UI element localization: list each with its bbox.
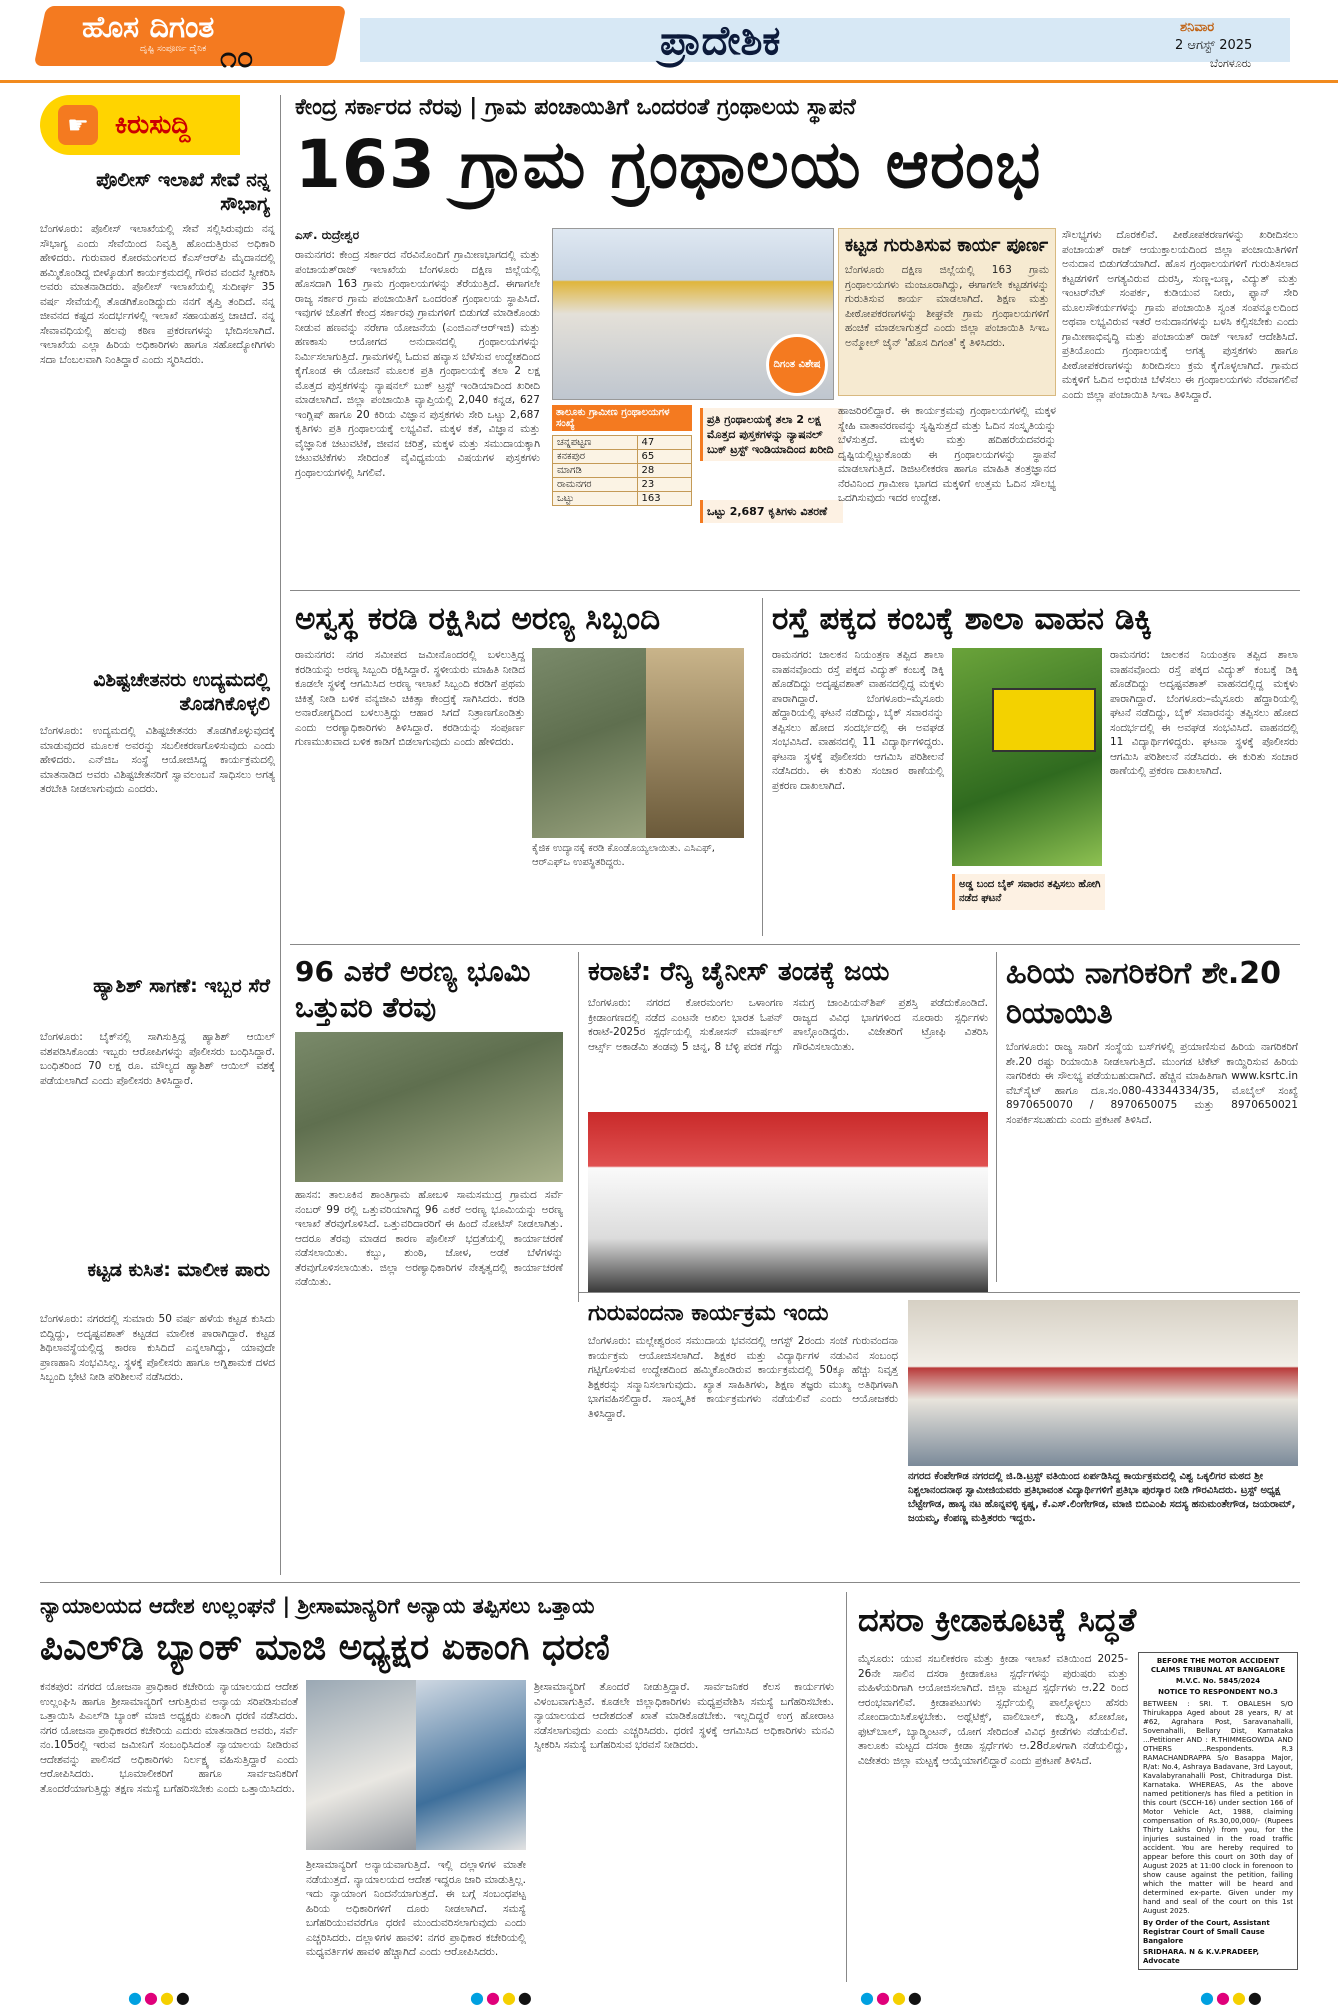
bus-body: ರಾಮನಗರ: ಚಾಲಕನ ನಿಯಂತ್ರಣ ತಪ್ಪಿದ ಶಾಲಾ ವಾಹನವೊಂದು ರಸ್ತೆ ಪಕ್ಕದ ವಿದ್ಯುತ್ ಕಂಬಕ್ಕೆ ಡಿಕ್ಕಿ ಹೊಡೆದಿದ್ದು ಅದೃಷ್ಟವಶಾತ್ ವಾಹನದಲ್ಲಿದ್ದ ಮಕ್ಕಳು ಪಾರಾಗಿದ್ದಾರೆ. ಬೆಂಗಳೂರು–ಮೈಸೂರು ಹೆದ್ದಾರಿಯಲ್ಲಿ ಘಟನೆ ನಡೆದಿದ್ದು, ಬೈಕ್ ಸವಾರನನ್ನು ತಪ್ಪಿಸಲು ಹೋದ ಸಂದರ್ಭದಲ್ಲಿ ಈ ಅವಘಡ ಸಂಭವಿಸಿದೆ. ವಾಹನದಲ್ಲಿ 11 ವಿದ್ಯಾರ್ಥಿಗಳಿದ್ದರು. ಘಟನಾ ಸ್ಥಳಕ್ಕೆ ಪೊಲೀಸರು ಆಗಮಿಸಿ ಪರಿಶೀಲನೆ ನಡೆಸಿದರು. ಈ ಕುರಿತು ಸಂಚಾರ ಠಾಣೆಯಲ್ಲಿ ಪ್ರಕರಣ ದಾಖಲಾಗಿದೆ. [772,649,944,792]
registration-marks: ●●●● [860,1988,924,2007]
header-date: 2 ಆಗಸ್ಟ್ 2025 [1175,38,1253,53]
side-box [838,228,1056,396]
forest-headline: 96 ಎಕರೆ ಅರಣ್ಯ ಭೂಮಿ ಒತ್ತುವರಿ ತೆರವು [295,955,531,1024]
bear-caption: ಕೈಜಿಕ ಉದ್ಯಾನಕ್ಕೆ ಕರಡಿ ಕೊಂಡೊಯ್ಯಲಾಯಿತು. ಎಸಿಎಫ್, ಆರ್‌ಎಫ್‌ಒ ಉಪಸ್ಥಿತರಿದ್ದರು. [532,843,715,868]
table-cell: ರಾಮನಗರ [553,478,638,492]
table-cell: ಕನಕಪುರ [553,450,638,464]
table-cell: ಒಟ್ಟು [553,492,638,506]
pld-headline: ಪಿಎಲ್‌ಡಿ ಬ್ಯಾಂಕ್ ಮಾಜಿ ಅಧ್ಯಕ್ಷರ ಏಕಾಂಗಿ ಧರಣಿ [40,1627,610,1668]
table-row [553,492,692,506]
dasara-body: ಮೈಸೂರು: ಯುವ ಸಬಲೀಕರಣ ಮತ್ತು ಕ್ರೀಡಾ ಇಲಾಖೆ ವತಿಯಿಂದ 2025-26ನೇ ಸಾಲಿನ ದಸರಾ ಕ್ರೀಡಾಕೂಟ ಸ್ಪರ್ಧೆಗಳನ್ನು ಪುರುಷರು ಮತ್ತು ಮಹಿಳೆಯರಿಗಾಗಿ ಆಯೋಜಿಸಲಾಗಿದೆ. ಜಿಲ್ಲಾ ಮಟ್ಟದ ಸ್ಪರ್ಧೆಗಳು ಆ.22 ರಿಂದ ಆರಂಭವಾಗಲಿವೆ. ಕ್ರೀಡಾಪಟುಗಳು ಸ್ಪರ್ಧೆಯಲ್ಲಿ ಪಾಲ್ಗೊಳ್ಳಲು ಹೆಸರು ನೋಂದಾಯಿಸಿಕೊಳ್ಳಬೇಕು. ಅಥ್ಲೆಟಿಕ್ಸ್, ವಾಲಿಬಾಲ್, ಕಬಡ್ಡಿ, ಖೋಖೋ, ಫುಟ್‌ಬಾಲ್, ಬ್ಯಾಡ್ಮಿಂಟನ್, ಯೋಗ ಸೇರಿದಂತೆ ವಿವಿಧ ಕ್ರೀಡೆಗಳು ನಡೆಯಲಿವೆ. ತಾಲೂಕು ಮಟ್ಟದ ದಸರಾ ಕ್ರೀಡಾ ಸ್ಪರ್ಧೆಗಳು ಆ.28ರೊಳಗಾಗಿ ನಡೆಯಲಿದ್ದು, ವಿಜೇತರು ಜಿಲ್ಲಾ ಮಟ್ಟಕ್ಕೆ ಆಯ್ಕೆಯಾಗಲಿದ್ದಾರೆ ಎಂದು ಪ್ರಕಟಣೆ ತಿಳಿಸಿದೆ. [858,1653,1128,1767]
pld-body-3: ಶ್ರೀಸಾಮಾನ್ಯರಿಗೆ ತೊಂದರೆ ನೀಡುತ್ತಿದ್ದಾರೆ. ಸಾರ್ವಜನಿಕರ ಕೆಲಸ ಕಾರ್ಯಗಳು ವಿಳಂಬವಾಗುತ್ತಿವೆ. ಕೂಡಲೇ ಜಿಲ್ಲಾಧಿಕಾರಿಗಳು ಮಧ್ಯಪ್ರವೇಶಿಸಿ ಸಮಸ್ಯೆ ಬಗೆಹರಿಸಬೇಕು. ನ್ಯಾಯಾಲಯದ ಆದೇಶದಂತೆ ಖಾತೆ ಮಾಡಿಕೊಡಬೇಕು. ಇಲ್ಲದಿದ್ದರೆ ಉಗ್ರ ಹೋರಾಟ ನಡೆಸಲಾಗುವುದು ಎಂದು ಎಚ್ಚರಿಸಿದರು. ಧರಣಿ ಸ್ಥಳಕ್ಕೆ ಆಗಮಿಸಿದ ಅಧಿಕಾರಿಗಳು ಮನವಿ ಸ್ವೀಕರಿಸಿ ಸಮಸ್ಯೆ ಬಗೆಹರಿಸುವ ಭರವಸೆ ನೀಡಿದರು. [534,1681,834,1751]
table-cell: 28 [637,464,691,478]
guru-caption: ನಗರದ ಕೆಂಪೇಗೌಡ ನಗರದಲ್ಲಿ ಜಿ.ಡಿ.ಟ್ರಸ್ಟ್ ವತಿಯಿಂದ ಏರ್ಪಡಿಸಿದ್ದ ಕಾರ್ಯಕ್ರಮದಲ್ಲಿ ವಿಶ್ವ ಒಕ್ಕಲಿಗರ ಮಠದ ಶ್ರೀ ನಿಶ್ಚಲಾನಂದನಾಥ ಸ್ವಾಮೀಜಿಯವರು ಪ್ರತಿಭಾವಂತ ವಿದ್ಯಾರ್ಥಿಗಳಿಗೆ ಪ್ರತಿಭಾ ಪುರಸ್ಕಾರ ನೀಡಿ ಗೌರವಿಸಿದರು. ಟ್ರಸ್ಟ್ ಅಧ್ಯಕ್ಷ ಬೆಟ್ಟೇಗೌಡ, ಹಾಸ್ಯ ನಟ ಹೊನ್ನವಳ್ಳಿ ಕೃಷ್ಣ, ಕೆ.ಎಸ್.ಲಿಂಗೇಗೌಡ, ಮಾಜಿ ಬಿಬಿಎಂಪಿ ಸದಸ್ಯ ಹನುಮಂತೇಗೌಡ, ಜಯರಾಮ್, ಜಯಮ್ಮ, ಕೆಂಪಣ್ಣ ಮತ್ತಿತರರು ಇದ್ದರು. [908,1471,1296,1524]
sidebar-body-2: ಬೆಂಗಳೂರು: ಉದ್ಯಮದಲ್ಲಿ ವಿಶಿಷ್ಟಚೇತನರು ತೊಡಗಿಕೊಳ್ಳುವುದಕ್ಕೆ ಮಾಡುವುದರ ಮೂಲಕ ಅವರನ್ನು ಸಬಲೀಕರಣಗೊಳಿಸುವುದು ಎಂದು ಹೇಳಿದರು. ಎನ್‌ಜಿಒ ಸಂಸ್ಥೆ ಆಯೋಜಿಸಿದ್ದ ಕಾರ್ಯಕ್ರಮದಲ್ಲಿ ಮಾತನಾಡಿದ ಅವರು ವಿಶಿಷ್ಟಚೇತನರಿಗೆ ಸ್ವಾವಲಂಬನೆ ಸಾಧಿಸಲು ಅಗತ್ಯ ತರಬೇತಿ ನೀಡಲಾಗುವುದು ಎಂದರು. [40,725,275,795]
legal-body: BETWEEN : SRI. T. OBALESH S/O Thirukappa Aged about 28 years, R/ at #62, Agrahara Post, Saravanahalli, Sovenahalli, Bellary Dist, Karnataka ...Petitioner AND : R.THIMMEGOWDA AND OTHERS ...Respondents. R.3 RAMACHANDRAPPA S/o Basappa Major, R/at: No.4, Ashraya Badavane, 3rd Layout, Kavalabyranahalli Post, Chitradurga Dist. Karnataka. WHEREAS, As the above named petitioner/s has filed a petition in this court (SCCH-16) under section 166 of Motor Vehicle Act, 1988, claiming compensation of Rs.30,00,000/- (Rupees Thirty Lakhs Only) from you, for the injuries sustained in the road traffic accident. You are hereby required to appear before this court on 30th day of August 2025 at 11:00 clock in forenoon to show cause against the petition, failing which the matter will be heard and determined ex-parte. Given under my hand and seal of the court on this 1st August 2025. [1143,1700,1293,1915]
sidebar-headline-3: ಹ್ಯಾಶಿಶ್ ಸಾಗಣೆ: ಇಬ್ಬರ ಸೆರೆ [93,975,270,997]
stats-table [552,435,692,506]
section-title: ಪ್ರಾದೇಶಿಕ [660,18,781,64]
sidebar-body-3: ಬೆಂಗಳೂರು: ಬೈಕ್‌ನಲ್ಲಿ ಸಾಗಿಸುತ್ತಿದ್ದ ಹ್ಯಾಶಿಶ್ ಆಯಿಲ್ ವಶಪಡಿಸಿಕೊಂಡು ಇಬ್ಬರು ಆರೋಪಿಗಳನ್ನು ಪೊಲೀಸರು ಬಂಧಿಸಿದ್ದಾರೆ. ಬಂಧಿತರಿಂದ 70 ಲಕ್ಷ ರೂ. ಮೌಲ್ಯದ ಹ್ಯಾಶಿಶ್ ಆಯಿಲ್ ವಶಕ್ಕೆ ಪಡೆಯಲಾಗಿದೆ ಎಂದು ಪೊಲೀಸರು ತಿಳಿಸಿದ್ದಾರೆ. [40,1031,275,1087]
guru-headline: ಗುರುವಂದನಾ ಕಾರ್ಯಕ್ರಮ ಇಂದು [588,1301,829,1326]
registration-marks: ●●●● [1200,1988,1264,2007]
sidebar-headline-4: ಕಟ್ಟಡ ಕುಸಿತ: ಮಾಲೀಕ ಪಾರು [87,1259,270,1281]
divider [290,590,1300,591]
divider [578,1292,1300,1293]
bus-photo [952,648,1102,866]
special-badge: ದಿಗಂತ ವಿಶೇಷ [766,334,828,396]
sidebar-headline-2: ವಿಶಿಷ್ಟಚೇತನರು ಉದ್ಯಮದಲ್ಲಿ ತೊಡಗಿಕೊಳ್ಳಲಿ [93,669,270,715]
table-cell: 23 [637,478,691,492]
guru-photo [908,1300,1298,1466]
bus-callout: ಅಡ್ಡ ಬಂದ ಬೈಕ್ ಸವಾರನ ತಪ್ಪಿಸಲು ಹೋಗಿ ನಡೆದ ಘಟನೆ [952,874,1105,910]
karate-headline: ಕರಾಟೆ: ರೆನ್ಶಿ ಚೈನೀಸ್ ತಂಡಕ್ಕೆ ಜಯ [588,957,890,987]
box-title: ಕಟ್ಟಡ ಗುರುತಿಸುವ ಕಾರ್ಯ ಪೂರ್ಣ [845,235,1049,256]
sidebar-body-1: ಬೆಂಗಳೂರು: ಪೊಲೀಸ್ ಇಲಾಖೆಯಲ್ಲಿ ಸೇವೆ ಸಲ್ಲಿಸಿರುವುದು ನನ್ನ ಸೌಭಾಗ್ಯ ಎಂದು ಸೇವೆಯಿಂದ ನಿವೃತ್ತಿ ಹೊಂದುತ್ತಿರುವ ಅಧಿಕಾರಿ ಹೇಳಿದರು. ಗುರುವಾರ ಕೋರಮಂಗಲದ ಕೆಎಸ್‌ಆರ್‌ಪಿ ಮೈದಾನದಲ್ಲಿ ಹಮ್ಮಿಕೊಂಡಿದ್ದ ಬೀಳ್ಕೊಡುಗೆ ಕಾರ್ಯಕ್ರಮದಲ್ಲಿ ಗೌರವ ವಂದನೆ ಸ್ವೀಕರಿಸಿ ಅವರು ಮಾತನಾಡಿದರು. ಪೊಲೀಸ್ ಇಲಾಖೆಯಲ್ಲಿ ಸುದೀರ್ಘ 35 ವರ್ಷ ಸೇವೆಯಲ್ಲಿ ತೊಡಗಿಕೊಂಡಿದ್ದುದು ನನಗೆ ತೃಪ್ತಿ ತಂದಿದೆ. ನನ್ನ ಜೀವನದ ಕಷ್ಟದ ಸಂದರ್ಭಗಳಲ್ಲಿ ಇಲಾಖೆ ಸಹಾಯಹಸ್ತ ಚಾಚಿದೆ. ನನ್ನ ಸೇವಾವಧಿಯಲ್ಲಿ ಹಲವು ಕಠಿಣ ಪ್ರಕರಣಗಳನ್ನು ಭೇದಿಸಲಾಗಿದೆ. ಇಲಾಖೆಯ ಎಲ್ಲಾ ಹಿರಿಯ ಅಧಿಕಾರಿಗಳು ಹಾಗೂ ಸಹೋದ್ಯೋಗಿಗಳು ಸದಾ ಬೆಂಬಲವಾಗಿ ನಿಂತಿದ್ದಾರೆ ಎಂದು ಸ್ಮರಿಸಿದರು. [40,223,275,366]
section-strip [360,18,1290,62]
table-row [553,464,692,478]
lead-body-4 [552,548,797,578]
box-body: ಬೆಂಗಳೂರು ದಕ್ಷಿಣ ಜಿಲ್ಲೆಯಲ್ಲಿ 163 ಗ್ರಾಮ ಗ್ರಂಥಾಲಯಗಳು ಮಂಜೂರಾಗಿದ್ದು, ಈಗಾಗಲೇ ಕಟ್ಟಡಗಳನ್ನು ಗುರುತಿಸುವ ಕಾರ್ಯ ಮಾಡಲಾಗಿದೆ. ಶಿಕ್ಷಣ ಮತ್ತು ಪೀಠೋಪಕರಣಗಳನ್ನು ಶೀಘ್ರವೇ ಗ್ರಾಮ ಗ್ರಂಥಾಲಯಗಳಿಗೆ ಹಂಚಿಕೆ ಮಾಡಲಾಗುತ್ತದೆ ಎಂದು ಜಿಲ್ಲಾ ಪಂಚಾಯಿತಿ ಸಿಇಒ ಅನ್ಮೋಲ್ ಜೈನ್ 'ಹೊಸ ದಿಗಂತ' ಕ್ಕೆ ತಿಳಿಸಿದರು. [845,264,1049,349]
bus-headline: ರಸ್ತೆ ಪಕ್ಕದ ಕಂಬಕ್ಕೆ ಶಾಲಾ ವಾಹನ ಡಿಕ್ಕಿ [772,601,1152,637]
forest-photo [295,1032,563,1182]
pld-body-1: ಕನಕಪುರ: ನಗರದ ಯೋಜನಾ ಪ್ರಾಧಿಕಾರ ಕಚೇರಿಯ ನ್ಯಾಯಾಲಯದ ಆದೇಶ ಉಲ್ಲಂಘಿಸಿ ಹಾಗೂ ಶ್ರೀಸಾಮಾನ್ಯರಿಗೆ ಆಗುತ್ತಿರುವ ಅನ್ಯಾಯ ಸರಿಪಡಿಸುವಂತೆ ಒತ್ತಾಯಿಸಿ ಪಿಎಲ್‌ಡಿ ಬ್ಯಾಂಕ್ ಮಾಜಿ ಅಧ್ಯಕ್ಷರು ಏಕಾಂಗಿ ಧರಣಿ ನಡೆಸಿದರು. ನಗರ ಯೋಜನಾ ಪ್ರಾಧಿಕಾರದ ಕಚೇರಿಯ ಎದುರು ಮಾತನಾಡಿದ ಅವರು, ಸರ್ವೆ ನಂ.105ರಲ್ಲಿ ಇರುವ ಜಮೀನಿಗೆ ಸಂಬಂಧಿಸಿದಂತೆ ನ್ಯಾಯಾಲಯ ನೀಡಿರುವ ಆದೇಶವನ್ನು ಪಾಲಿಸದೆ ಅಧಿಕಾರಿಗಳು ನಿರ್ಲಕ್ಷ್ಯ ವಹಿಸುತ್ತಿದ್ದಾರೆ ಎಂದು ಆರೋಪಿಸಿದರು. ಭೂಮಾಲೀಕರಿಗೆ ಹಾಗೂ ಸಾರ್ವಜನಿಕರಿಗೆ ತೊಂದರೆಯಾಗುತ್ತಿದ್ದು ತಕ್ಷಣ ಸಮಸ್ಯೆ ಬಗೆಹರಿಸಬೇಕು ಎಂದು ಒತ್ತಾಯಿಸಿದರು. [40,1681,298,1795]
table-cell: 47 [637,436,691,450]
header-day: ಶನಿವಾರ [1180,20,1215,35]
dasara-headline: ದಸರಾ ಕ್ರೀಡಾಕೂಟಕ್ಕೆ ಸಿದ್ಧತೆ [858,1601,1137,1639]
forest-body: ಹಾಸನ: ತಾಲೂಕಿನ ಶಾಂತಿಗ್ರಾಮ ಹೋಬಳಿ ಸಾಮಸಮುದ್ರ ಗ್ರಾಮದ ಸರ್ವೆ ನಂಬರ್ 99 ರಲ್ಲಿ ಒತ್ತುವರಿಯಾಗಿದ್ದ 96 ಎಕರೆ ಅರಣ್ಯ ಭೂಮಿಯನ್ನು ಅರಣ್ಯ ಇಲಾಖೆ ತೆರವುಗೊಳಿಸಿದೆ. ಒತ್ತುವರಿದಾರರಿಗೆ ಈ ಹಿಂದೆ ನೋಟಿಸ್ ನೀಡಲಾಗಿತ್ತು. ಆದರೂ ತೆರವು ಮಾಡದ ಕಾರಣ ಪೊಲೀಸ್ ಭದ್ರತೆಯಲ್ಲಿ ಕಾರ್ಯಾಚರಣೆ ನಡೆಸಲಾಯಿತು. ಕಬ್ಬು, ಶುಂಠಿ, ಜೋಳ, ಅಡಕೆ ಬೆಳೆಗಳನ್ನು ತೆರವುಗೊಳಿಸಲಾಯಿತು. ಜಿಲ್ಲಾ ಅರಣ್ಯಾಧಿಕಾರಿಗಳ ನೇತೃತ್ವದಲ್ಲಿ ಕಾರ್ಯಾಚರಣೆ ನಡೆಯಿತು. [295,1189,563,1288]
school-bus-shape [992,688,1096,752]
legal-case: M.V.C. No. 5845/2024 [1175,1677,1261,1685]
karate-photo [588,1112,988,1292]
divider [290,944,1300,945]
bus-body-2: ರಾಮನಗರ: ಚಾಲಕನ ನಿಯಂತ್ರಣ ತಪ್ಪಿದ ಶಾಲಾ ವಾಹನವೊಂದು ರಸ್ತೆ ಪಕ್ಕದ ವಿದ್ಯುತ್ ಕಂಬಕ್ಕೆ ಡಿಕ್ಕಿ ಹೊಡೆದಿದ್ದು ಅದೃಷ್ಟವಶಾತ್ ವಾಹನದಲ್ಲಿದ್ದ ಮಕ್ಕಳು ಪಾರಾಗಿದ್ದಾರೆ. ಬೆಂಗಳೂರು–ಮೈಸೂರು ಹೆದ್ದಾರಿಯಲ್ಲಿ ಘಟನೆ ನಡೆದಿದ್ದು, ಬೈಕ್ ಸವಾರನನ್ನು ತಪ್ಪಿಸಲು ಹೋದ ಸಂದರ್ಭದಲ್ಲಿ ಈ ಅವಘಡ ಸಂಭವಿಸಿದೆ. ವಾಹನದಲ್ಲಿ 11 ವಿದ್ಯಾರ್ಥಿಗಳಿದ್ದರು. ಘಟನಾ ಸ್ಥಳಕ್ಕೆ ಪೊಲೀಸರು ಆಗಮಿಸಿ ಪರಿಶೀಲನೆ ನಡೆಸಿದರು. ಈ ಕುರಿತು ಸಂಚಾರ ಠಾಣೆಯಲ್ಲಿ ಪ್ರಕರಣ ದಾಖಲಾಗಿದೆ. [1110,649,1298,777]
legal-title: BEFORE THE MOTOR ACCIDENT CLAIMS TRIBUNAL AT BANGALORE [1150,1657,1286,1674]
senior-headline: ಹಿರಿಯ ನಾಗರಿಕರಿಗೆ ಶೇ.20 ರಿಯಾಯಿತಿ [1006,956,1282,1031]
bear-photo-2 [646,648,744,838]
masthead-tagline: ದೃಷ್ಟಿ ಸಂಪೂರ್ಣ ದೈನಿಕ [140,44,207,54]
kiru-title: ಕಿರುಸುದ್ದಿ [115,110,191,140]
fact-books: ಪ್ರತಿ ಗ್ರಂಥಾಲಯಕ್ಕೆ ತಲಾ 2 ಲಕ್ಷ ಮೊತ್ತದ ಪುಸ್ತಕಗಳನ್ನು ನ್ಯಾಷನಲ್ ಬುಕ್ ಟ್ರಸ್ಟ್ ಇಂಡಿಯಾದಿಂದ ಖರೀದಿ [700,408,843,461]
divider [578,952,579,1302]
pld-photo-2 [416,1680,526,1850]
table-row [553,478,692,492]
divider [846,1592,847,1982]
pld-body-2: ಶ್ರೀಸಾಮಾನ್ಯರಿಗೆ ಅನ್ಯಾಯವಾಗುತ್ತಿದೆ. ಇಲ್ಲಿ ದಲ್ಲಾಳಿಗಳ ಮಾತೇ ನಡೆಯುತ್ತದೆ. ನ್ಯಾಯಾಲಯದ ಆದೇಶ ಇದ್ದರೂ ಜಾರಿ ಮಾಡುತ್ತಿಲ್ಲ. ಇದು ನ್ಯಾಯಾಂಗ ನಿಂದನೆಯಾಗುತ್ತದೆ. ಈ ಬಗ್ಗೆ ಸಂಬಂಧಪಟ್ಟ ಹಿರಿಯ ಅಧಿಕಾರಿಗಳಿಗೆ ದೂರು ನೀಡಲಾಗಿದೆ. ಸಮಸ್ಯೆ ಬಗೆಹರಿಯುವವರೆಗೂ ಧರಣಿ ಮುಂದುವರಿಸಲಾಗುವುದು ಎಂದು ಎಚ್ಚರಿಸಿದರು. ದಲ್ಲಾಳಿಗಳ ಹಾವಳಿ: ನಗರ ಪ್ರಾಧಿಕಾರ ಕಚೇರಿಯಲ್ಲಿ ಮಧ್ಯವರ್ತಿಗಳ ಹಾವಳಿ ಹೆಚ್ಚಾಗಿದೆ ಎಂದು ಆರೋಪಿಸಿದರು. [306,1859,526,1958]
registration-marks: ●●●● [470,1988,534,2007]
table-cell: 163 [637,492,691,506]
lead-body-1: ರಾಮನಗರ: ಕೇಂದ್ರ ಸರ್ಕಾರದ ನೆರವಿನೊಂದಿಗೆ ಗ್ರಾಮೀಣಭಾಗದಲ್ಲಿ ಮತ್ತು ಪಂಚಾಯತ್‌ರಾಜ್ ಇಲಾಖೆಯ ಬೆಂಗಳೂರು ದಕ್ಷಿಣ ಜಿಲ್ಲೆಯಲ್ಲಿ ಹೊಸದಾಗಿ 163 ಗ್ರಾಮ ಗ್ರಂಥಾಲಯಗಳನ್ನು ತೆರೆಯುತ್ತಿದೆ. ಈಗಾಗಲೇ ರಾಜ್ಯ ಸರ್ಕಾರ ಗ್ರಾಮ ಪಂಚಾಯಿತಿಗೆ ಒಂದರಂತೆ ಗ್ರಂಥಾಲಯ ಸ್ಥಾಪಿಸಿದೆ. ಇವುಗಳ ಜೊತೆಗೆ ಕೇಂದ್ರ ಸರ್ಕಾರವು ಗ್ರಾಮಗಳಿಗೆ ಬಿಡುಗಡೆ ಮಾಡಿಕೊಂಡು ನೀಡುವ ಹಣವನ್ನು ನರೇಗಾ ಯೋಜನೆಯ (ಎಂಜಿಎನ್‌ಆರ್‌ಇಜಿ) ಮತ್ತು ಹಣಕಾಸು ಆಯೋಗದ ಅನುದಾನದಲ್ಲಿ ಗ್ರಂಥಾಲಯಗಳನ್ನು ನಿರ್ಮಿಸಲಾಗುತ್ತಿದೆ. ಗ್ರಾಮಗಳಲ್ಲಿ ಓದುವ ಹವ್ಯಾಸ ಬೆಳೆಸುವ ಉದ್ದೇಶದಿಂದ ಕೈಗೊಂಡ ಈ ಯೋಜನೆ ಮೂಲಕ ಪ್ರತಿ ಗ್ರಂಥಾಲಯಕ್ಕೆ ತಲಾ 2 ಲಕ್ಷ ಮೊತ್ತದ ಪುಸ್ತಕಗಳನ್ನು ನ್ಯಾಷನಲ್ ಬುಕ್ ಟ್ರಸ್ಟ್ ಇಂಡಿಯಾದಿಂದ ಖರೀದಿ ಮಾಡಲಾಗಿದೆ. ಜಿಲ್ಲಾ ಪಂಚಾಯಿತಿ ವ್ಯಾಪ್ತಿಯಲ್ಲಿ 2,040 ಕನ್ನಡ, 627 ಇಂಗ್ಲಿಷ್ ಹಾಗೂ 20 ಕಿರಿಯ ವಿಜ್ಞಾನ ಪುಸ್ತಕಗಳು ಸೇರಿ ಒಟ್ಟು 2,687 ಕೃತಿಗಳು ಪ್ರತಿ ಗ್ರಂಥಾಲಯಕ್ಕೆ ಲಭ್ಯವಿವೆ. ಮಕ್ಕಳ ಕತೆ, ವಿಜ್ಞಾನ ಮತ್ತು ವೈಜ್ಞಾನಿಕ ಚಟುವಟಿಕೆ, ಜೀವನ ಚರಿತ್ರೆ, ಮಕ್ಕಳ ಮತ್ತು ಸಮುದಾಯಕ್ಕಾಗಿ ಚಟುವಟಿಕೆಗಳು ಸೇರಿದಂತೆ ವೈವಿಧ್ಯಮಯ ವಿಷಯಗಳ ಪುಸ್ತಕಗಳು ಗ್ರಂಥಾಲಯಗಳಲ್ಲಿ ಸಿಗಲಿವೆ. [295,249,540,479]
table-cell: ಮಾಗಡಿ [553,464,638,478]
pld-kicker: ನ್ಯಾಯಾಲಯದ ಆದೇಶ ಉಲ್ಲಂಘನೆ | ಶ್ರೀಸಾಮಾನ್ಯರಿಗೆ ಅನ್ಯಾಯ ತಪ್ಪಿಸಲು ಒತ್ತಾಯ [40,1594,595,1618]
sidebar-headline-1: ಪೊಲೀಸ್ ಇಲಾಖೆ ಸೇವೆ ನನ್ನ ಸೌಭಾಗ್ಯ [96,169,270,215]
masthead-title: ಹೊಸ ದಿಗಂತ [82,10,215,45]
table-cell: ಚನ್ನಪಟ್ಟಣ [553,436,638,450]
table-cell: 65 [637,450,691,464]
divider [40,1582,1300,1583]
header-city: ಬೆಂಗಳೂರು [1210,57,1252,70]
lead-body-3: ಸೌಲಭ್ಯಗಳು ದೊರಕಲಿವೆ. ಪೀಠೋಪಕರಣಗಳನ್ನು ಖರೀದಿಸಲು ಪಂಚಾಯತ್ ರಾಜ್ ಆಯುಕ್ತಾಲಯದಿಂದ ಜಿಲ್ಲಾ ಪಂಚಾಯಿತಿಗಳಿಗೆ ಅನುದಾನ ಬಿಡುಗಡೆಯಾಗಿದೆ. ಹೊಸ ಗ್ರಂಥಾಲಯಗಳಿಗೆ ಗುರುತಿಸಲಾದ ಕಟ್ಟಡಗಳಿಗೆ ಅಗತ್ಯವಿರುವ ದುರಸ್ತಿ, ಸುಣ್ಣ-ಬಣ್ಣ, ವಿದ್ಯುತ್ ಮತ್ತು ಇಂಟರ್‌ನೆಟ್ ಸಂಪರ್ಕ, ಕುಡಿಯುವ ನೀರು, ಫ್ಯಾನ್ ಸೇರಿ ಮೂಲಸೌಕರ್ಯಗಳನ್ನು ಗ್ರಾಮ ಪಂಚಾಯಿತಿ ಸ್ವಂತ ಸಂಪನ್ಮೂಲದಿಂದ ಅಥವಾ ಲಭ್ಯವಿರುವ ಇತರೆ ಅನುದಾನಗಳನ್ನು ಬಳಸಿ ಕಲ್ಪಿಸಬೇಕು ಎಂದು ಗ್ರಾಮೀಣಾಭಿವೃದ್ಧಿ ಮತ್ತು ಪಂಚಾಯತ್ ರಾಜ್ ಇಲಾಖೆ ಆದೇಶಿಸಿದೆ. ಪ್ರತಿಯೊಂದು ಗ್ರಂಥಾಲಯಕ್ಕೆ ಅಗತ್ಯ ಪುಸ್ತಕಗಳು ಹಾಗೂ ಪೀಠೋಪಕರಣಗಳನ್ನು ಖರೀದಿಸಲು ಕ್ರಮ ಕೈಗೊಳ್ಳಲಾಗಿದೆ. ಗ್ರಾಮದ ಮಕ್ಕಳಿಗೆ ಓದಿನ ಅಭಿರುಚಿ ಬೆಳೆಸಲು ಈ ಗ್ರಂಥಾಲಯಗಳು ನೆರವಾಗಲಿವೆ ಎಂದು ಜಿಲ್ಲಾ ಪಂಚಾಯಿತಿ ಸಿಇಒ ತಿಳಿಸಿದ್ದಾರೆ. [1062,229,1298,401]
table-row [553,436,692,450]
fact-total: ಒಟ್ಟು 2,687 ಕೃತಿಗಳು ವಿತರಣೆ [700,500,843,523]
karate-body: ಬೆಂಗಳೂರು: ನಗರದ ಕೋರಮಂಗಲ ಒಳಾಂಗಣ ಕ್ರೀಡಾಂಗಣದಲ್ಲಿ ನಡೆದ ಎಂಟನೇ ಅಖಿಲ ಭಾರತ ಓಪನ್ ಕರಾಟೆ-2025ರ ಸ್ಪರ್ಧೆಯಲ್ಲಿ ಸುಕೋಸನ್ ಮಾರ್ಷಲ್ ಆರ್ಟ್ಸ್ ಅಕಾಡೆಮಿ ತಂಡವು 5 ಚಿನ್ನ, 8 ಬೆಳ್ಳಿ ಪದಕ ಗೆದ್ದು ಸಮಗ್ರ ಚಾಂಪಿಯನ್‌ಶಿಪ್ ಪ್ರಶಸ್ತಿ ಪಡೆದುಕೊಂಡಿದೆ. ರಾಜ್ಯದ ವಿವಿಧ ಭಾಗಗಳಿಂದ ನೂರಾರು ಸ್ಪರ್ಧಿಗಳು ಪಾಲ್ಗೊಂಡಿದ್ದರು. ವಿಜೇತರಿಗೆ ಟ್ರೋಫಿ ವಿತರಿಸಿ ಗೌರವಿಸಲಾಯಿತು. [588,997,988,1053]
page-number: ೧೦ [220,40,254,75]
legal-notice [1138,1652,1298,1970]
senior-body: ಬೆಂಗಳೂರು: ರಾಜ್ಯ ಸಾರಿಗೆ ಸಂಸ್ಥೆಯ ಬಸ್‌ಗಳಲ್ಲಿ ಪ್ರಯಾಣಿಸುವ ಹಿರಿಯ ನಾಗರಿಕರಿಗೆ ಶೇ.20 ರಷ್ಟು ರಿಯಾಯಿತಿ ನೀಡಲಾಗುತ್ತಿದೆ. ಮುಂಗಡ ಟಿಕೆಟ್ ಕಾಯ್ದಿರಿಸುವ ಹಿರಿಯ ನಾಗರಿಕರು ಈ ಸೌಲಭ್ಯ ಪಡೆಯಬಹುದಾಗಿದೆ. ಹೆಚ್ಚಿನ ಮಾಹಿತಿಗಾಗಿ www.ksrtc.in ವೆಬ್‌ಸೈಟ್ ಹಾಗೂ ದೂ.ಸಂ.080-43344334/35, ಮೊಬೈಲ್ ಸಂಖ್ಯೆ 8970650070 / 8970650075 ಮತ್ತು 8970650021 ಸಂಪರ್ಕಿಸಬಹುದು ಎಂದು ಪ್ರಕಟಣೆ ತಿಳಿಸಿದೆ. [1006,1041,1298,1126]
legal-sign: By Order of the Court, Assistant Registrar Court of Small Cause Bangalore [1143,1919,1270,1945]
bear-headline: ಅಸ್ವಸ್ಥ ಕರಡಿ ರಕ್ಷಿಸಿದ ಅರಣ್ಯ ಸಿಬ್ಬಂದಿ [295,601,661,637]
sidebar-body-4: ಬೆಂಗಳೂರು: ನಗರದಲ್ಲಿ ಸುಮಾರು 50 ವರ್ಷ ಹಳೆಯ ಕಟ್ಟಡ ಕುಸಿದು ಬಿದ್ದಿದ್ದು, ಅದೃಷ್ಟವಶಾತ್ ಕಟ್ಟಡದ ಮಾಲೀಕ ಪಾರಾಗಿದ್ದಾರೆ. ಕಟ್ಟಡ ಶಿಥಿಲಾವಸ್ಥೆಯಲ್ಲಿದ್ದ ಕಾರಣ ಕುಸಿದಿದೆ ಎನ್ನಲಾಗಿದ್ದು, ಯಾವುದೇ ಪ್ರಾಣಹಾನಿ ಸಂಭವಿಸಿಲ್ಲ. ಸ್ಥಳಕ್ಕೆ ಪೊಲೀಸರು ಹಾಗೂ ಅಗ್ನಿಶಾಮಕ ದಳದ ಸಿಬ್ಬಂದಿ ಭೇಟಿ ನೀಡಿ ಪರಿಶೀಲನೆ ನಡೆಸಿದರು. [40,1313,275,1383]
divider [762,598,763,936]
table-row [553,450,692,464]
lead-byline: ಎಸ್. ರುದ್ರೇಶ್ವರ [295,228,360,242]
stats-table-title: ತಾಲೂಕು ಗ್ರಾಮೀಣ ಗ್ರಂಥಾಲಯಗಳ ಸಂಖ್ಯೆ [552,405,692,431]
legal-advocate: SRIDHARA. N & K.V.PRADEEP, Advocate [1143,1948,1260,1965]
guru-body: ಬೆಂಗಳೂರು: ಮಲ್ಲೇಶ್ವರಂನ ಸಮುದಾಯ ಭವನದಲ್ಲಿ ಆಗಸ್ಟ್ 2ರಂದು ಸಂಜೆ ಗುರುವಂದನಾ ಕಾರ್ಯಕ್ರಮ ಆಯೋಜಿಸಲಾಗಿದೆ. ಶಿಕ್ಷಕರ ಮತ್ತು ವಿದ್ಯಾರ್ಥಿಗಳ ನಡುವಿನ ಸಂಬಂಧ ಗಟ್ಟಿಗೊಳಿಸುವ ಉದ್ದೇಶದಿಂದ ಹಮ್ಮಿಕೊಂಡಿರುವ ಕಾರ್ಯಕ್ರಮದಲ್ಲಿ 50ಕ್ಕೂ ಹೆಚ್ಚು ನಿವೃತ್ತ ಶಿಕ್ಷಕರನ್ನು ಸನ್ಮಾನಿಸಲಾಗುವುದು. ಖ್ಯಾತ ಸಾಹಿತಿಗಳು, ಶಿಕ್ಷಣ ತಜ್ಞರು ಮುಖ್ಯ ಅತಿಥಿಗಳಾಗಿ ಭಾಗವಹಿಸಲಿದ್ದಾರೆ. ಸಾಂಸ್ಕೃತಿಕ ಕಾರ್ಯಕ್ರಮಗಳು ನಡೆಯಲಿವೆ ಎಂದು ಆಯೋಜಕರು ತಿಳಿಸಿದ್ದಾರೆ. [588,1335,898,1420]
bear-body: ರಾಮನಗರ: ನಗರ ಸಮೀಪದ ಜಮೀನೊಂದರಲ್ಲಿ ಬಳಲುತ್ತಿದ್ದ ಕರಡಿಯನ್ನು ಅರಣ್ಯ ಸಿಬ್ಬಂದಿ ರಕ್ಷಿಸಿದ್ದಾರೆ. ಸ್ಥಳೀಯರು ಮಾಹಿತಿ ನೀಡಿದ ಕೂಡಲೇ ಸ್ಥಳಕ್ಕೆ ಆಗಮಿಸಿದ ಅರಣ್ಯ ಇಲಾಖೆ ಸಿಬ್ಬಂದಿ ಕರಡಿಗೆ ಪ್ರಥಮ ಚಿಕಿತ್ಸೆ ನೀಡಿ ಬಳಿಕ ವನ್ಯಜೀವಿ ಚಿಕಿತ್ಸಾ ಕೇಂದ್ರಕ್ಕೆ ಸಾಗಿಸಿದರು. ಕರಡಿ ಅನಾರೋಗ್ಯದಿಂದ ಬಳಲುತ್ತಿದ್ದು ಆಹಾರ ಸಿಗದೆ ನಿತ್ರಾಣಗೊಂಡಿತ್ತು ಎಂದು ಅರಣ್ಯಾಧಿಕಾರಿಗಳು ತಿಳಿಸಿದ್ದಾರೆ. ಕರಡಿಯನ್ನು ಸಂಪೂರ್ಣ ಗುಣಮುಖವಾದ ಬಳಿಕ ಕಾಡಿಗೆ ಬಿಡಲಾಗುವುದು ಎಂದು ಹೇಳಿದರು. [295,649,525,748]
lead-kicker: ಕೇಂದ್ರ ಸರ್ಕಾರದ ನೆರವು | ಗ್ರಾಮ ಪಂಚಾಯಿತಿಗೆ ಒಂದರಂತೆ ಗ್ರಂಥಾಲಯ ಸ್ಥಾಪನೆ [295,95,856,120]
legal-notice-title: NOTICE TO RESPONDENT NO.3 [1158,1688,1278,1696]
divider [996,952,997,1282]
registration-marks: ●●●● [128,1988,192,2007]
sidebar-divider [280,95,281,1575]
pointing-hand-icon: ☛ [58,105,98,145]
lead-headline: 163 ಗ್ರಾಮ ಗ್ರಂಥಾಲಯ ಆರಂಭ [295,126,1042,203]
lead-body-2: ಹಾಜರಿರಲಿದ್ದಾರೆ. ಈ ಕಾರ್ಯಕ್ರಮವು ಗ್ರಂಥಾಲಯಗಳಲ್ಲಿ ಮಕ್ಕಳ ಸ್ನೇಹಿ ವಾತಾವರಣವನ್ನು ಸೃಷ್ಟಿಸುತ್ತದೆ ಮತ್ತು ಓದಿನ ಸಂಸ್ಕೃತಿಯನ್ನು ಬೆಳೆಸುತ್ತದೆ. ಮಕ್ಕಳು ಮತ್ತು ಹದಿಹರೆಯದವರನ್ನು ದೃಷ್ಟಿಯಲ್ಲಿಟ್ಟುಕೊಂಡು ಈ ಗ್ರಂಥಾಲಯಗಳನ್ನು ಸ್ಥಾಪನೆ ಮಾಡಲಾಗುತ್ತಿದೆ. ಡಿಜಿಟಲೀಕರಣ ಹಾಗೂ ಮಾಹಿತಿ ತಂತ್ರಜ್ಞಾನದ ನೆರವಿನಿಂದ ಗ್ರಾಮೀಣ ಭಾಗದ ಮಕ್ಕಳಿಗೆ ಉತ್ತಮ ಓದಿನ ಸೌಲಭ್ಯ ಒದಗಿಸುವುದು ಇದರ ಉದ್ದೇಶ. [838,405,1056,504]
